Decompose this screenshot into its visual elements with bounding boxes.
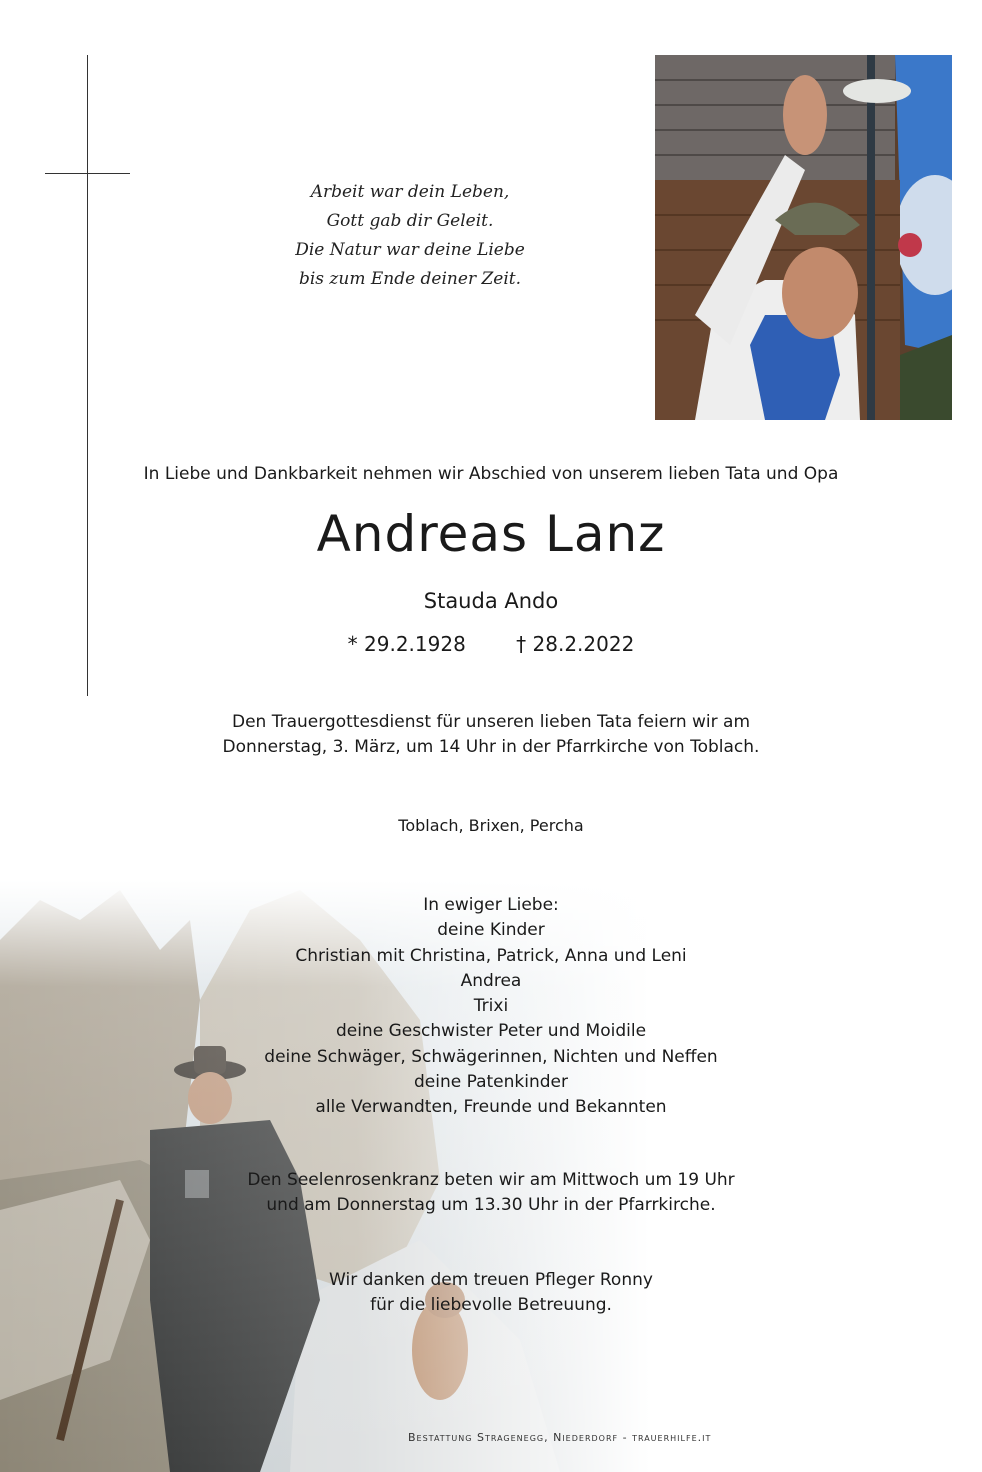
- mourner-line: deine Geschwister Peter und Moidile: [335, 1021, 647, 1042]
- life-dates: [0, 632, 982, 656]
- thanks-line: für die liebevolle Betreuung.: [370, 1295, 612, 1315]
- mourner-line: deine Schwäger, Schwägerinnen, Nichten und Neffen: [264, 1046, 718, 1067]
- mourner-line: Trixi: [473, 996, 509, 1017]
- places: Toblach, Brixen, Percha: [398, 816, 584, 835]
- poem-line: Die Natur war deine Liebe: [295, 240, 525, 260]
- mourner-line: alle Verwandten, Freunde und Bekannten: [315, 1097, 667, 1118]
- intro-text: In Liebe und Dankbarkeit nehmen wir Abschied von unserem lieben Tata und Opa: [143, 464, 839, 484]
- death-date: † 28.2.2022: [516, 632, 635, 656]
- rosary-line: und am Donnerstag um 13.30 Uhr in der Pfarrkirche.: [266, 1195, 716, 1215]
- poem-line: Arbeit war dein Leben,: [310, 182, 510, 202]
- mourner-line: Andrea: [460, 970, 522, 991]
- birth-date: * 29.2.1928: [347, 632, 466, 656]
- poem-line: Gott gab dir Geleit.: [326, 211, 494, 231]
- thanks-line: Wir danken dem treuen Pfleger Ronny: [329, 1270, 653, 1290]
- service-line: Donnerstag, 3. März, um 14 Uhr in der Pfarrkirche von Toblach.: [222, 737, 760, 757]
- mourner-line: deine Kinder: [437, 920, 545, 941]
- mourner-line: Christian mit Christina, Patrick, Anna und Leni: [295, 945, 687, 966]
- poem: [230, 178, 590, 294]
- mourner-line: deine Patenkinder: [414, 1072, 568, 1093]
- service-line: Den Trauergottesdienst für unseren lieben Tata feiern wir am: [231, 712, 751, 732]
- mourners-list: [0, 893, 982, 1121]
- poem-line: bis zum Ende deiner Zeit.: [298, 269, 522, 289]
- nickname: Stauda Ando: [423, 589, 559, 613]
- funeral-home-footer: Bestattung Stragenegg, Niederdorf - trauerhilfe.it: [408, 1431, 712, 1444]
- rosary-info: [0, 1168, 982, 1218]
- thanks-note: [0, 1268, 982, 1318]
- rosary-line: Den Seelenrosenkranz beten wir am Mittwoch um 19 Uhr: [247, 1170, 735, 1190]
- deceased-name: Andreas Lanz: [316, 505, 666, 563]
- service-info: [0, 710, 982, 760]
- mourner-line: In ewiger Liebe:: [423, 895, 559, 915]
